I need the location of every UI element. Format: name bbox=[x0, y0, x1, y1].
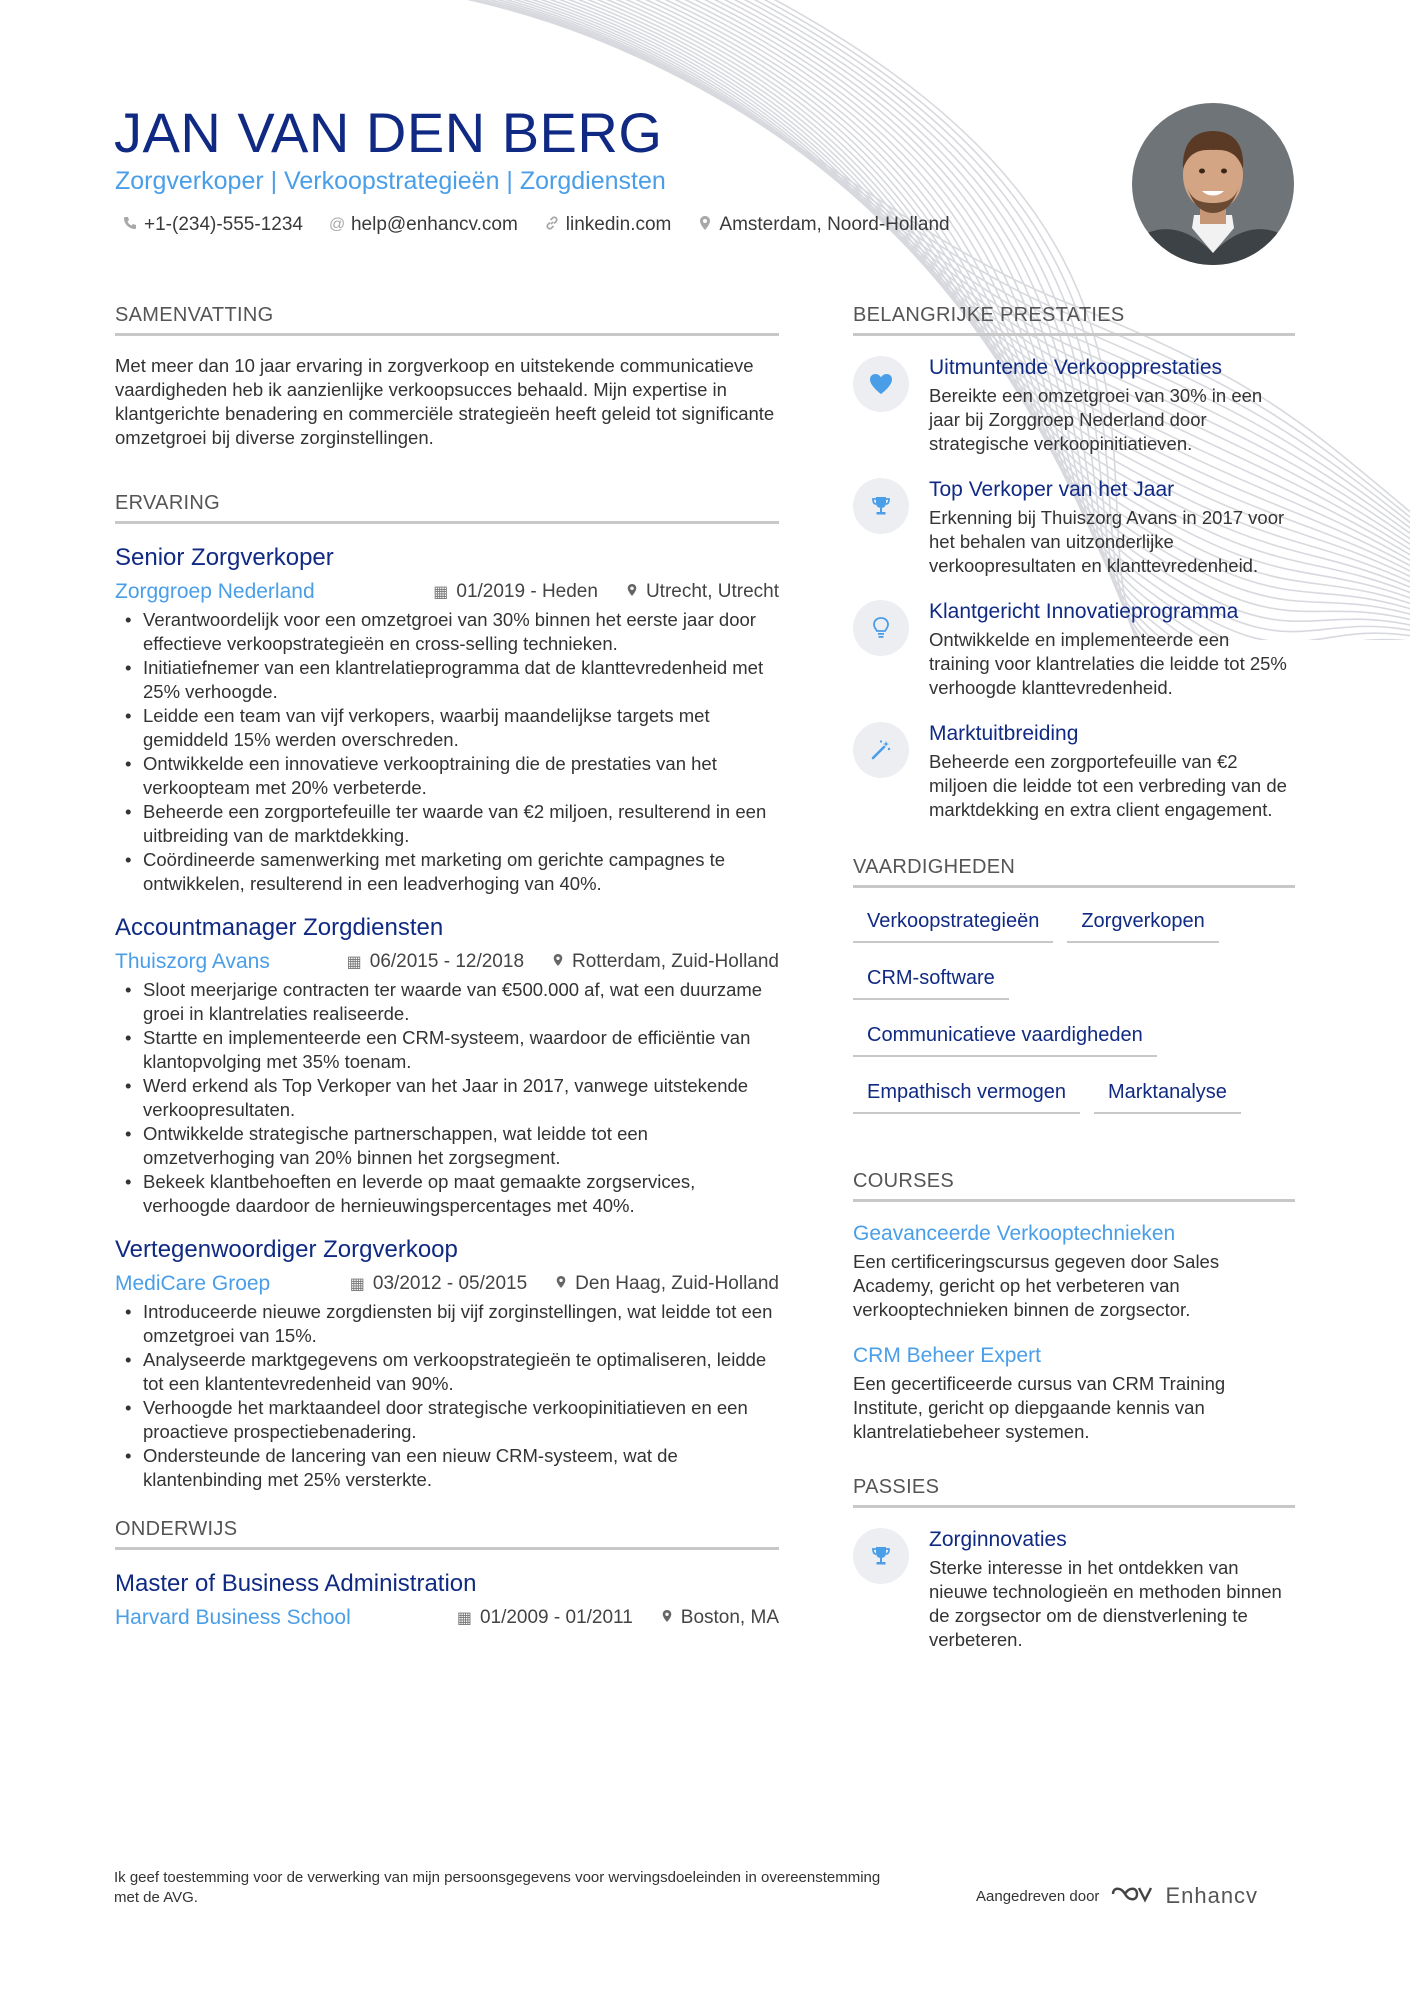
job-bullet: • Verantwoordelijk voor een omzetgroei van 30% binnen het eerste jaar door effectieve verkoopstrategieën en cross-selling technieken. bbox=[115, 608, 779, 656]
candidate-name: JAN VAN DEN BERG bbox=[114, 101, 663, 164]
item-description: Ontwikkelde en implementeerde een training voor klantrelaties die leidde tot 25% verhoogde klanttevredenheid. bbox=[929, 629, 1287, 698]
job-bullets bbox=[115, 608, 779, 896]
trophy-icon bbox=[853, 1528, 909, 1584]
achievement-item bbox=[853, 722, 1295, 822]
job-location-text: Rotterdam, Zuid-Holland bbox=[572, 951, 779, 972]
experience-heading: ERVARING bbox=[115, 492, 779, 524]
achievement-item bbox=[853, 600, 1295, 700]
job-bullet: • Bekeek klantbehoeften en leverde op maat gemaakte zorgservices, verhoogde daardoor de hernieuwingspercentages met 40%. bbox=[115, 1170, 779, 1218]
job-dates bbox=[347, 951, 524, 973]
item-body bbox=[929, 1528, 1295, 1652]
job-meta bbox=[115, 950, 779, 974]
location-pin-icon bbox=[697, 215, 713, 236]
course-list bbox=[853, 1222, 1295, 1444]
contact-location bbox=[697, 214, 949, 236]
education-meta bbox=[115, 1606, 779, 1630]
trophy-icon bbox=[853, 478, 909, 534]
location-pin-icon bbox=[552, 952, 564, 973]
education-location bbox=[661, 1607, 779, 1629]
job-meta-right bbox=[433, 581, 779, 603]
passion-item bbox=[853, 1528, 1295, 1652]
course-title: Geavanceerde Verkooptechnieken bbox=[853, 1222, 1176, 1245]
skill-list bbox=[853, 902, 1293, 1114]
job-title: Vertegenwoordiger Zorgverkoop bbox=[115, 1236, 458, 1263]
education-dates bbox=[457, 1607, 633, 1629]
education-dates-text: 01/2009 - 01/2011 bbox=[479, 1607, 633, 1628]
enhancv-logo-icon bbox=[1109, 1882, 1155, 1910]
company-name: Thuiszorg Avans bbox=[115, 950, 270, 973]
achievement-list bbox=[853, 356, 1295, 822]
right-column bbox=[853, 304, 1295, 1674]
job-bullet: • Startte en implementeerde een CRM-systeem, waardoor de efficiëntie van klantopvolging met 35% toenam. bbox=[115, 1026, 779, 1074]
achievements-section bbox=[853, 304, 1295, 822]
job-dates bbox=[433, 581, 598, 603]
item-body bbox=[929, 600, 1295, 700]
job-entry bbox=[115, 544, 779, 896]
phone-icon bbox=[122, 215, 138, 236]
job-bullets bbox=[115, 978, 779, 1218]
left-column bbox=[115, 304, 779, 1634]
lightbulb-icon bbox=[853, 600, 909, 656]
achievements-heading: BELANGRIJKE PRESTATIES bbox=[853, 304, 1295, 336]
email-text: help@enhancv.com bbox=[350, 214, 518, 235]
course-item bbox=[853, 1222, 1295, 1322]
passion-list bbox=[853, 1528, 1295, 1652]
job-bullet: • Ontwikkelde strategische partnerschappen, wat leidde tot een omzetverhoging van 20% binnen het zorgsegment. bbox=[115, 1122, 779, 1170]
skills-heading: VAARDIGHEDEN bbox=[853, 856, 1295, 888]
job-dates-text: 03/2012 - 05/2015 bbox=[372, 1273, 528, 1294]
job-bullet: • Initiatiefnemer van een klantrelatieprogramma dat de klanttevredenheid met 25% verhoogde. bbox=[115, 656, 779, 704]
item-title: Zorginnovaties bbox=[929, 1528, 1067, 1551]
summary-text: Met meer dan 10 jaar ervaring in zorgverkoop en uitstekende communicatieve vaardigheden heb ik aanzienlijke verkoopsucces behaald. Mijn expertise in klantgerichte benadering en commerciële strategieën heeft geleid tot significante omzetgroei bij diverse zorginstellingen. bbox=[115, 355, 775, 448]
skill-tag: CRM-software bbox=[853, 959, 1009, 1000]
job-meta-right bbox=[350, 1273, 779, 1295]
course-description: Een certificeringscursus gegeven door Sales Academy, gericht op het verbeteren van verkooptechnieken binnen de zorgsector. bbox=[853, 1251, 1220, 1320]
school-name: Harvard Business School bbox=[115, 1606, 351, 1629]
item-title: Klantgericht Innovatieprogramma bbox=[929, 600, 1239, 623]
courses-section bbox=[853, 1170, 1295, 1444]
location-pin-icon bbox=[626, 582, 638, 603]
powered-by[interactable] bbox=[976, 1882, 1258, 1910]
job-bullet: • Ondersteunde de lancering van een nieuw CRM-systeem, wat de klantenbinding met 25% versterkte. bbox=[115, 1444, 779, 1492]
calendar-icon: ▦ bbox=[346, 954, 362, 971]
skill-tag: Communicatieve vaardigheden bbox=[853, 1016, 1157, 1057]
calendar-icon: ▦ bbox=[433, 584, 449, 601]
job-meta-right bbox=[347, 951, 779, 973]
job-bullet: • Leidde een team van vijf verkopers, waarbij maandelijkse targets met gemiddeld 15% werden overschreden. bbox=[115, 704, 779, 752]
job-location bbox=[626, 581, 779, 603]
achievement-item bbox=[853, 478, 1295, 578]
course-item bbox=[853, 1344, 1295, 1444]
degree-title: Master of Business Administration bbox=[115, 1570, 477, 1597]
powered-by-text: Aangedreven door bbox=[976, 1887, 1100, 1905]
passions-section bbox=[853, 1476, 1295, 1652]
job-location bbox=[555, 1273, 779, 1295]
calendar-icon: ▦ bbox=[349, 1276, 365, 1293]
summary-heading: SAMENVATTING bbox=[115, 304, 779, 336]
job-meta bbox=[115, 580, 779, 604]
skill-tag: Zorgverkopen bbox=[1067, 902, 1218, 943]
job-list bbox=[115, 544, 779, 1492]
contact-bar bbox=[122, 214, 950, 236]
skill-tag: Verkoopstrategieën bbox=[853, 902, 1053, 943]
job-location-text: Den Haag, Zuid-Holland bbox=[575, 1273, 779, 1294]
item-title: Marktuitbreiding bbox=[929, 722, 1079, 745]
item-description: Sterke interesse in het ontdekken van nieuwe technologieën en methoden binnen de zorgsector om de dienstverlening te verbeteren. bbox=[929, 1557, 1282, 1650]
job-bullet: • Werd erkend als Top Verkoper van het Jaar in 2017, vanwege uitstekende verkoopresultaten. bbox=[115, 1074, 779, 1122]
course-description: Een gecertificeerde cursus van CRM Training Institute, gericht op diepgaande kennis van klantrelatiebeheer systemen. bbox=[853, 1373, 1226, 1442]
job-bullet: • Sloot meerjarige contracten ter waarde van €500.000 af, wat een duurzame groei in klantrelaties realiseerde. bbox=[115, 978, 779, 1026]
item-title: Top Verkoper van het Jaar bbox=[929, 478, 1175, 501]
achievement-item bbox=[853, 356, 1295, 456]
location-text: Amsterdam, Noord-Holland bbox=[719, 214, 950, 235]
job-dates bbox=[350, 1273, 527, 1295]
item-body bbox=[929, 356, 1295, 456]
skill-tag: Empathisch vermogen bbox=[853, 1073, 1080, 1114]
job-entry bbox=[115, 914, 779, 1218]
job-bullet: • Ontwikkelde een innovatieve verkooptraining die de prestaties van het verkoopteam met 20% verbeterde. bbox=[115, 752, 779, 800]
profile-photo bbox=[1132, 103, 1294, 265]
job-dates-text: 06/2015 - 12/2018 bbox=[369, 951, 525, 972]
location-pin-icon bbox=[555, 1274, 567, 1295]
calendar-icon: ▦ bbox=[456, 1610, 472, 1627]
company-name: Zorggroep Nederland bbox=[115, 580, 315, 603]
linkedin-text: linkedin.com bbox=[565, 214, 672, 235]
job-bullet: • Introduceerde nieuwe zorgdiensten bij vijf zorginstellingen, wat leidde tot een omzetgroei van 15%. bbox=[115, 1300, 779, 1348]
job-bullet: • Analyseerde marktgegevens om verkoopstrategieën te optimaliseren, leidde tot een klantentevredenheid van 90%. bbox=[115, 1348, 779, 1396]
job-entry bbox=[115, 1236, 779, 1492]
item-description: Erkenning bij Thuiszorg Avans in 2017 voor het behalen van uitzonderlijke verkoopresultaten en klanttevredenheid. bbox=[929, 507, 1285, 576]
company-name: MediCare Groep bbox=[115, 1272, 271, 1295]
experience-section bbox=[115, 492, 779, 1492]
contact-linkedin[interactable] bbox=[544, 214, 672, 236]
item-description: Bereikte een omzetgroei van 30% in een jaar bij Zorggroep Nederland door strategische verkoopinitiatieven. bbox=[929, 385, 1263, 454]
item-body bbox=[929, 722, 1295, 822]
headline: Zorgverkoper | Verkoopstrategieën | Zorgdiensten bbox=[115, 167, 666, 195]
job-title: Senior Zorgverkoper bbox=[115, 544, 334, 571]
passions-heading: PASSIES bbox=[853, 1476, 1295, 1508]
contact-email[interactable] bbox=[329, 214, 518, 236]
consent-note: Ik geef toestemming voor de verwerking van mijn persoonsgegevens voor wervingsdoeleinden in overeenstemming met de AVG. bbox=[114, 1869, 881, 1906]
location-pin-icon bbox=[661, 1608, 673, 1629]
job-bullet: • Verhoogde het marktaandeel door strategische verkoopinitiatieven en een proactieve prospectiebenadering. bbox=[115, 1396, 779, 1444]
skill-tag: Marktanalyse bbox=[1094, 1073, 1241, 1114]
education-location-text: Boston, MA bbox=[680, 1607, 779, 1628]
courses-heading: COURSES bbox=[853, 1170, 1295, 1202]
job-location bbox=[552, 951, 779, 973]
education-heading: ONDERWIJS bbox=[115, 1518, 779, 1550]
job-bullet: • Coördineerde samenwerking met marketing om gerichte campagnes te ontwikkelen, resulterend in een leadverhoging van 40%. bbox=[115, 848, 779, 896]
course-title: CRM Beheer Expert bbox=[853, 1344, 1041, 1367]
phone-text: +1-(234)-555-1234 bbox=[144, 214, 303, 235]
job-bullet: • Beheerde een zorgportefeuille ter waarde van €2 miljoen, resulterend in een uitbreiding van de marktdekking. bbox=[115, 800, 779, 848]
heart-icon bbox=[853, 356, 909, 412]
job-meta bbox=[115, 1272, 779, 1296]
skills-section bbox=[853, 856, 1295, 1114]
job-dates-text: 01/2019 - Heden bbox=[456, 581, 598, 602]
at-icon: @ bbox=[328, 216, 346, 233]
job-location-text: Utrecht, Utrecht bbox=[645, 581, 779, 602]
magic-wand-icon bbox=[853, 722, 909, 778]
job-title: Accountmanager Zorgdiensten bbox=[115, 914, 444, 941]
summary-section bbox=[115, 304, 779, 450]
link-icon bbox=[544, 215, 560, 236]
item-description: Beheerde een zorgportefeuille van €2 miljoen die leidde tot een verbreding van de marktdekking en extra client engagement. bbox=[929, 751, 1287, 820]
enhancv-brand: Enhancv bbox=[1165, 1883, 1259, 1908]
education-section bbox=[115, 1518, 779, 1630]
item-body bbox=[929, 478, 1295, 578]
contact-phone[interactable] bbox=[122, 214, 303, 236]
job-bullets bbox=[115, 1300, 779, 1492]
item-title: Uitmuntende Verkoopprestaties bbox=[929, 356, 1223, 379]
